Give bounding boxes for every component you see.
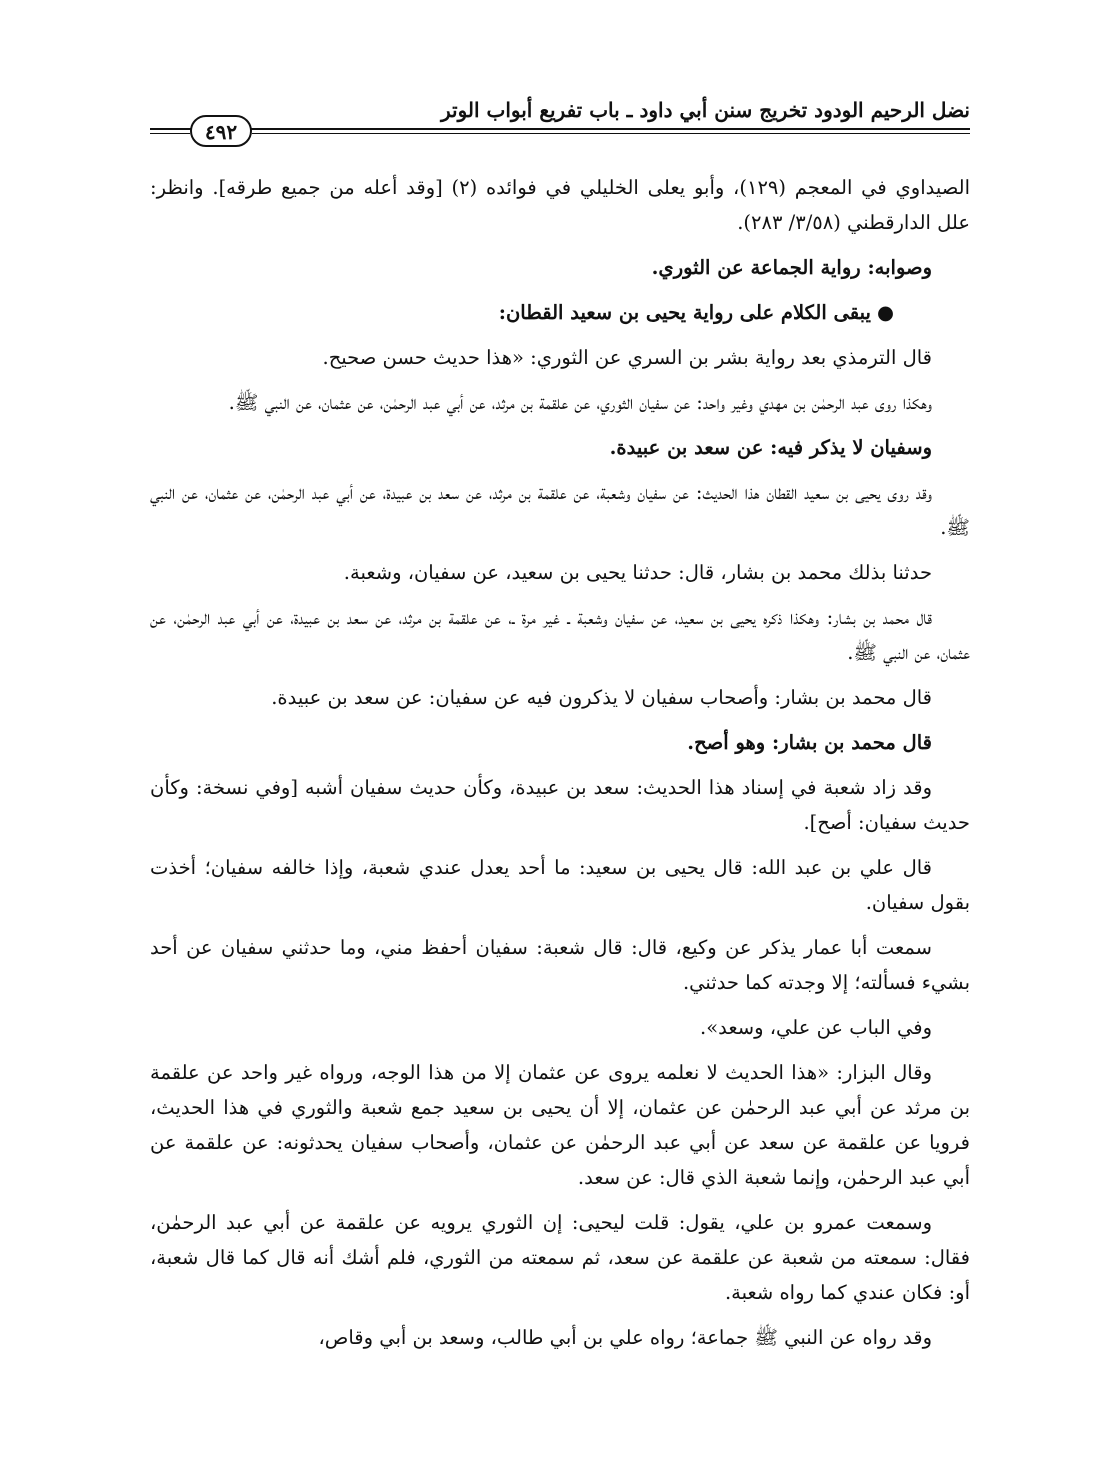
paragraph-5	[150, 385, 970, 420]
paragraph-text: قال محمد بن بشار: وهكذا ذكره يحيى بن سعيد، عن سفيان وشعبة ـ غير مرة ـ، عن علقمة بن مرثد، عن سعد بن عبيدة، عن أبي عبد الرحمٰن، عن عثمان، عن النبي ﷺ.	[150, 606, 970, 664]
paragraph-6	[150, 430, 970, 465]
paragraph-7	[150, 475, 970, 545]
paragraph-text: سمعت أبا عمار يذكر عن وكيع، قال: قال شعبة: سفيان أحفظ مني، وما حدثني سفيان عن أحد بشيء فسألته؛ إلا وجدته كما حدثني.	[150, 936, 970, 994]
paragraph-9	[150, 600, 970, 670]
paragraph-text: قال الترمذي بعد رواية بشر بن السري عن الثوري: «هذا حديث حسن صحيح.	[322, 346, 932, 369]
paragraph-text: قال محمد بن بشار: وهو أصح.	[687, 731, 932, 754]
paragraph-17	[150, 1205, 970, 1310]
bullet-icon: ●	[876, 301, 894, 324]
paragraph-18	[150, 1320, 970, 1355]
paragraph-text: وقد زاد شعبة في إسناد هذا الحديث: سعد بن عبيدة، وكأن حديث سفيان أشبه [وفي نسخة: وكأن حديث سفيان: أصح].	[150, 776, 970, 834]
paragraph-text: وقد روى يحيى بن سعيد القطان هذا الحديث: عن سفيان وشعبة، عن علقمة بن مرثد، عن سعد بن عبيدة، عن أبي عبد الرحمٰن، عن عثمان، عن النبي ﷺ.	[150, 481, 970, 539]
paragraph-text: وقد رواه عن النبي ﷺ جماعة؛ رواه علي بن أبي طالب، وسعد بن أبي وقاص،	[318, 1326, 932, 1349]
running-header	[150, 88, 970, 150]
paragraph-15	[150, 1010, 970, 1045]
paragraph-8	[150, 555, 970, 590]
book-page	[150, 88, 970, 1428]
paragraph-10	[150, 680, 970, 715]
paragraph-text: وسفيان لا يذكر فيه: عن سعد بن عبيدة.	[609, 436, 932, 459]
body-text	[150, 170, 970, 1365]
paragraph-text: وقال البزار: «هذا الحديث لا نعلمه يروى عن عثمان إلا من هذا الوجه، ورواه غير واحد عن علقمة بن مرثد عن أبي عبد الرحمٰن عن عثمان، إلا أن يحيى بن سعيد جمع شعبة والثوري في هذا الحديث، فرويا عن علقمة عن سعد عن أبي عبد الرحمٰن عن عثمان، وأصحاب سفيان يحدثونه: عن علقمة عن أبي عبد الرحمٰن، وإنما شعبة الذي قال: عن سعد.	[150, 1061, 970, 1189]
header-rule	[150, 128, 970, 130]
page-number: ٤٩٢	[190, 115, 252, 147]
paragraph-12	[150, 770, 970, 840]
header-rule-left	[150, 133, 190, 134]
paragraph-text: قال علي بن عبد الله: قال يحيى بن سعيد: ما أحد يعدل عندي شعبة، وإذا خالفه سفيان؛ أخذت بقول سفيان.	[150, 856, 970, 914]
paragraph-text: الصيداوي في المعجم (١٢٩)، وأبو يعلى الخليلي في فوائده (٢) [وقد أعله من جميع طرقه]. وانظر: علل الدارقطني (٣/٥٨/ ٢٨٣).	[150, 176, 971, 234]
paragraph-text: وهكذا روى عبد الرحمٰن بن مهدي وغير واحد: عن سفيان الثوري، عن علقمة بن مرثد، عن أبي عبد الرحمٰن، عن عثمان، عن النبي ﷺ.	[228, 391, 932, 414]
paragraph-1	[150, 170, 970, 240]
paragraph-text: يبقى الكلام على رواية يحيى بن سعيد القطان:	[498, 301, 871, 324]
header-title: نضل الرحيم الودود تخريج سنن أبي داود ـ باب تفريع أبواب الوتر	[440, 98, 970, 122]
paragraph-text: وصوابه: رواية الجماعة عن الثوري.	[651, 256, 932, 279]
paragraph-14	[150, 930, 970, 1000]
paragraph-text: وسمعت عمرو بن علي، يقول: قلت ليحيى: إن الثوري يرويه عن علقمة عن أبي عبد الرحمٰن، فقال: سمعته من شعبة عن علقمة عن سعد، ثم سمعته من الثوري، فلم أشك أنه قال كما قال شعبة، أو: فكان عندي كما رواه شعبة.	[150, 1211, 970, 1304]
paragraph-text: قال محمد بن بشار: وأصحاب سفيان لا يذكرون فيه عن سفيان: عن سعد بن عبيدة.	[271, 686, 932, 709]
paragraph-11	[150, 725, 970, 760]
paragraph-16	[150, 1055, 970, 1195]
paragraph-13	[150, 850, 970, 920]
paragraph-text: وفي الباب عن علي، وسعد».	[700, 1016, 932, 1039]
paragraph-3	[150, 295, 970, 330]
paragraph-text: حدثنا بذلك محمد بن بشار، قال: حدثنا يحيى بن سعيد، عن سفيان، وشعبة.	[343, 561, 932, 584]
paragraph-2	[150, 250, 970, 285]
paragraph-4	[150, 340, 970, 375]
header-rule-right	[252, 133, 970, 134]
